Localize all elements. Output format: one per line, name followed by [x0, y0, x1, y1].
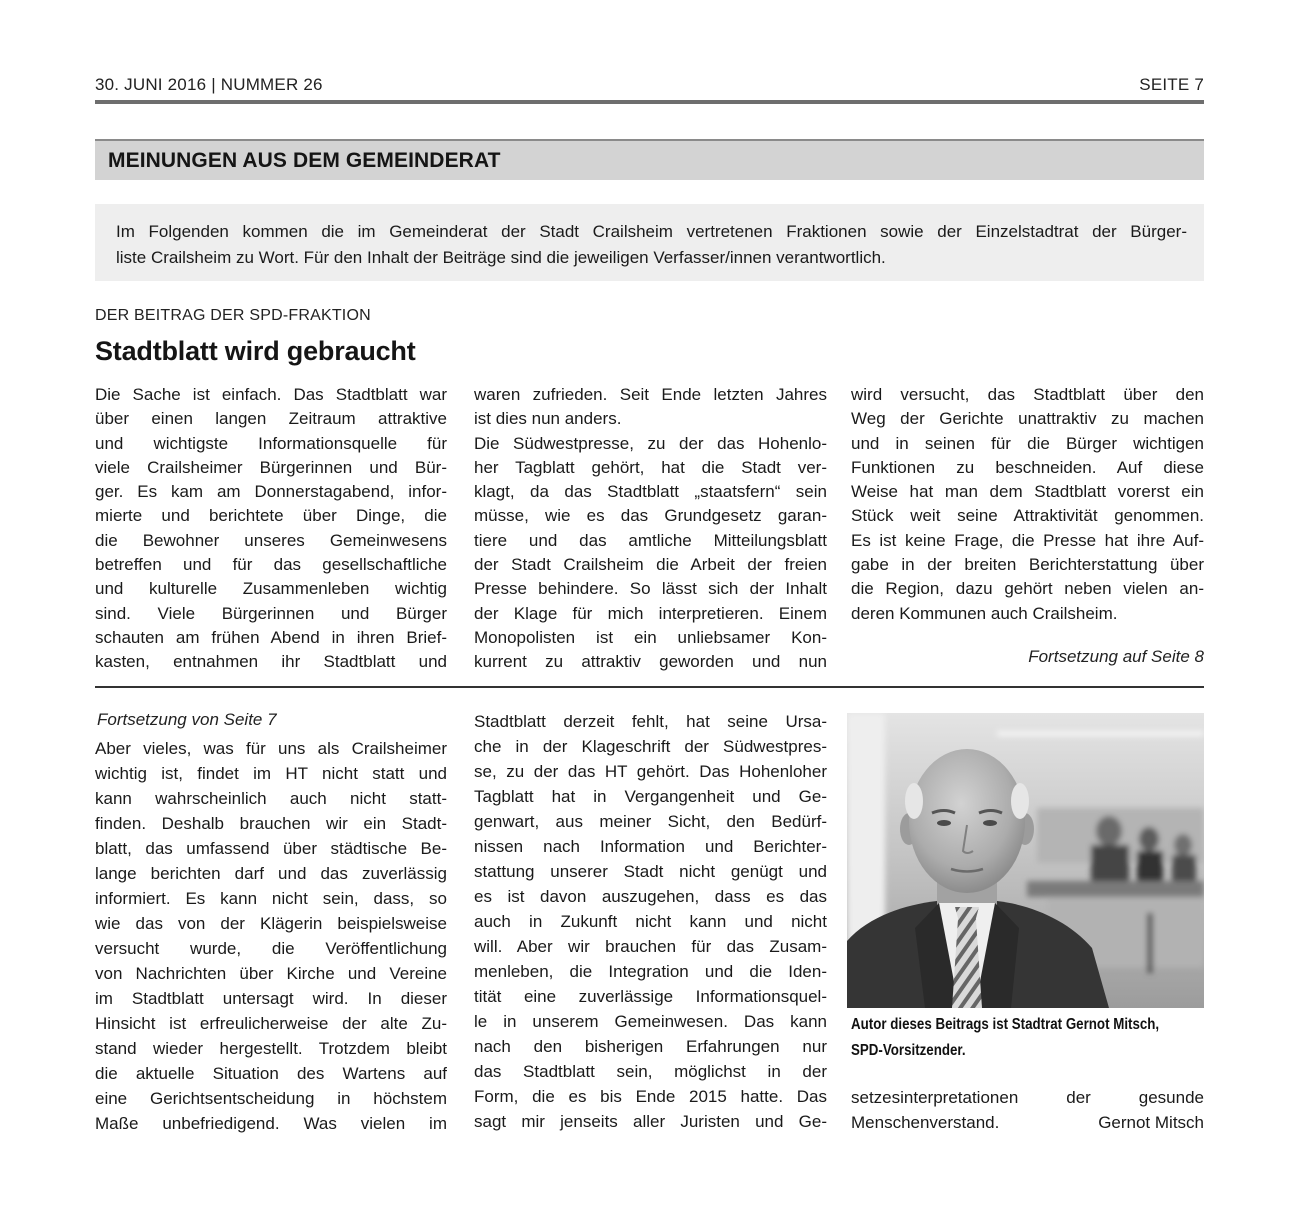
text-line: her Tagblatt gehört, hat die Stadt ver-: [474, 457, 827, 477]
text-line: viele Crailsheimer Bürgerinnen und Bür-: [95, 457, 447, 477]
text-line: Maße unbefriedigend. Was vielen im: [95, 1114, 447, 1133]
text-line: Presse behindere. So lässt sich der Inhalt: [474, 579, 827, 599]
article-column: [474, 709, 827, 1134]
issue-date-number: 30. JUNI 2016 | NUMMER 26: [95, 75, 323, 94]
text-line: kann wahrscheinlich auch nicht statt-: [95, 789, 447, 808]
author-signature: Gernot Mitsch: [1098, 1112, 1204, 1132]
text-line: versucht wurde, die Veröffentlichung: [95, 939, 447, 958]
intro-line: liste Crailsheim zu Wort. Für den Inhalt der Beiträge sind die jeweiligen Verfasser/innen verantwortlich.: [116, 248, 886, 267]
text-line: le in unserem Gemeinwesen. Das kann: [474, 1012, 827, 1031]
author-photo: [847, 713, 1204, 1008]
text-line: die aktuelle Situation des Wartens auf: [95, 1064, 447, 1083]
text-line: will. Aber wir brauchen für das Zusam-: [474, 937, 827, 956]
caption-text: Autor dieses Beitrags ist Stadtrat Gernot Mitsch,: [851, 1016, 1160, 1033]
text-line: Hinsicht ist erfreulicherweise der alte Zu-: [95, 1014, 447, 1033]
page-number: SEITE 7: [1139, 75, 1204, 94]
text-line: finden. Deshalb brauchen wir ein Stadt-: [95, 814, 447, 833]
text-line: das Stadtblatt sein, möglichst in der: [474, 1062, 827, 1081]
continued-on-note: Fortsetzung auf Seite 8: [1028, 647, 1204, 666]
text-line: Die Südwestpresse, zu der das Hohenlo-: [474, 433, 827, 453]
text-line: nach den bisherigen Erfahrungen nur: [474, 1037, 827, 1056]
text-line: auch in Zukunft nicht kann und nicht: [474, 912, 827, 931]
article-column: [95, 383, 447, 675]
text-line: waren zufrieden. Seit Ende letzten Jahres: [474, 385, 827, 404]
photo-caption: [851, 1012, 1204, 1064]
text-line: klagt, da das Stadtblatt „staatsfern“ sein: [474, 482, 827, 502]
text-line: über einen langen Zeitraum attraktive: [95, 409, 447, 429]
text-line: die Bewohner unseres Gemeinwesens: [95, 530, 447, 550]
text-line: gabe in der breiten Berichterstattung über: [851, 555, 1204, 575]
text-line: Aber vieles, was für uns als Crailsheimer: [95, 739, 447, 758]
article-column: [851, 383, 1204, 626]
text-line: Tagblatt hat in Vergangenheit und Ge-: [474, 787, 827, 806]
text-line: tität eine zuverlässige Informationsquel-: [474, 987, 827, 1006]
text-line: mierte und berichtete über Dinge, die: [95, 506, 447, 526]
text-line: informiert. Es kann nicht sein, dass, so: [95, 889, 447, 908]
text-line: genwart, aus meiner Sicht, den Bedürf-: [474, 812, 827, 831]
text-line: es ist davon auszugehen, dass es das: [474, 887, 827, 906]
text-line: ger. Es kam am Donnerstagabend, infor-: [95, 482, 447, 502]
text-line: kasten, entnahmen ihr Stadtblatt und: [95, 652, 447, 672]
text-line: von Nachrichten über Kirche und Vereine: [95, 964, 447, 983]
text-line: müsse, wie es das Grundgesetz garan-: [474, 506, 827, 526]
text-line: Weise hat man dem Stadtblatt vorerst ein: [851, 482, 1204, 502]
text-line: betreffen und für das gesellschaftliche: [95, 555, 447, 575]
text-line: und kulturelle Zusammenleben wichtig: [95, 579, 447, 599]
text-line: im Stadtblatt untersagt wird. In dieser: [95, 989, 447, 1008]
text-line: Weg der Gerichte unattraktiv zu machen: [851, 409, 1204, 429]
text-line: sind. Viele Bürgerinnen und Bürger: [95, 603, 447, 623]
article-kicker: DER BEITRAG DER SPD-FRAKTION: [95, 307, 371, 324]
text-line: Menschenverstand.: [851, 1112, 1000, 1132]
text-line: Stück weit seine Attraktivität genommen.: [851, 506, 1204, 526]
text-line: sagt mir jenseits aller Juristen und Ge-: [474, 1112, 827, 1131]
caption-text: SPD-Vorsitzender.: [851, 1042, 966, 1059]
text-line: stand wieder hergestellt. Trotzdem bleibt: [95, 1039, 447, 1058]
article-column: [95, 736, 447, 1136]
section-bar: [95, 139, 1204, 180]
text-line: der Stadt Crailsheim die Arbeit der freien: [474, 555, 827, 575]
text-line: der Klage für mich interpretieren. Einem: [474, 603, 827, 623]
text-line: wie das von der Klägerin beispielsweise: [95, 914, 447, 933]
text-line: Form, die es bis Ende 2015 hatte. Das: [474, 1087, 827, 1106]
text-line: blatt, das umfassend über städtische Be-: [95, 839, 447, 858]
text-line: Es ist keine Frage, die Presse hat ihre Auf-: [851, 530, 1204, 550]
text-line: stattung unserer Stadt nicht genügt und: [474, 862, 827, 881]
text-line: Die Sache ist einfach. Das Stadtblatt war: [95, 385, 447, 404]
intro-line: Im Folgenden kommen die im Gemeinderat der Stadt Crailsheim vertretenen Fraktionen sowie der Einzelstadtrat der Bürger-: [116, 222, 1187, 241]
text-line: Monopolisten ist ein unliebsamer Kon-: [474, 627, 827, 647]
text-line: wird versucht, das Stadtblatt über den: [851, 385, 1204, 404]
article-closing: [851, 1086, 1204, 1135]
section-divider: [95, 686, 1204, 688]
text-line: nissen nach Information und Berichter-: [474, 837, 827, 856]
text-line: se, zu der das HT gehört. Das Hohenloher: [474, 762, 827, 781]
text-line: deren Kommunen auch Crailsheim.: [851, 603, 1118, 623]
caption-line: [851, 1012, 1204, 1038]
text-line: schauten am frühen Abend in ihren Brief-: [95, 627, 447, 647]
intro-text: [116, 219, 1187, 271]
text-line: setzesinterpretationen der gesunde: [851, 1088, 1204, 1107]
caption-line: [851, 1038, 1204, 1064]
continued-from-note: Fortsetzung von Seite 7: [97, 710, 277, 729]
text-line: Stadtblatt derzeit fehlt, hat seine Ursa-: [474, 712, 827, 731]
text-line: und in seinen für die Bürger wichtigen: [851, 433, 1204, 453]
article-headline: Stadtblatt wird gebraucht: [95, 336, 416, 366]
intro-box: [95, 204, 1204, 281]
text-line: und wichtigste Informationsquelle für: [95, 433, 447, 453]
text-line: che in der Klageschrift der Südwestpres-: [474, 737, 827, 756]
text-line: kurrent zu attraktiv geworden und nun: [474, 652, 827, 672]
article-column: [474, 383, 827, 675]
text-line: eine Gerichtsentscheidung in höchstem: [95, 1089, 447, 1108]
text-line: Funktionen zu beschneiden. Auf diese: [851, 457, 1204, 477]
text-line: menleben, die Integration und die Iden-: [474, 962, 827, 981]
text-line: die Region, dazu gehört neben vielen an-: [851, 579, 1204, 599]
text-line: ist dies nun anders.: [474, 409, 622, 429]
text-line: lange berichten darf und das zuverlässig: [95, 864, 447, 883]
section-title: MEINUNGEN AUS DEM GEMEINDERAT: [108, 149, 501, 172]
header-rule: [95, 100, 1204, 104]
text-line: tiere und das amtliche Mitteilungsblatt: [474, 530, 827, 550]
text-line: wichtig ist, findet im HT nicht statt und: [95, 764, 447, 783]
